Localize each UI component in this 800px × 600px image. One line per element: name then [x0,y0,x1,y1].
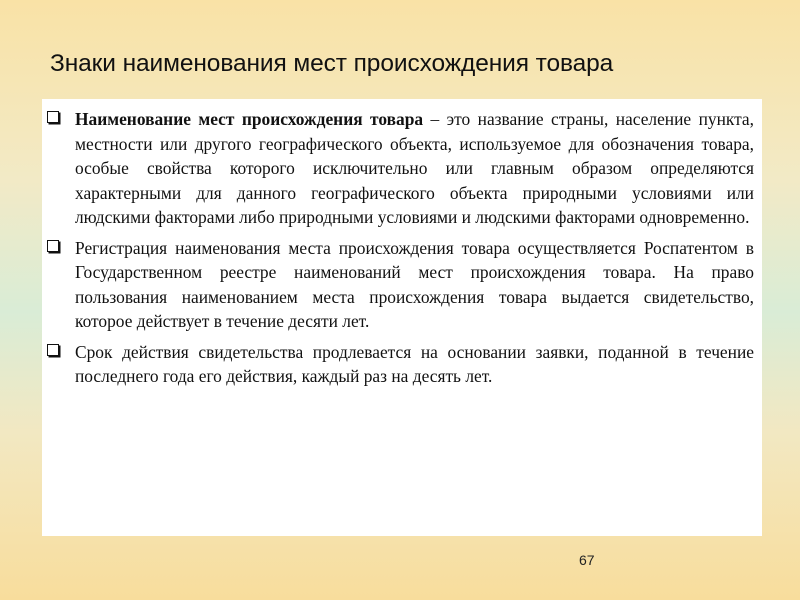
bullet-item-renewal [47,340,754,389]
bullet-text: Срок действия свидетельства продлевается на основании заявки, поданной в течение последнего года его действия, каждый раз на десять лет. [75,341,754,386]
content-box [42,99,762,536]
definition-text: – это название страны, население пункта, местности или другого географического объекта, используемое для обозначения товара, особые свойства которого исключительно или главным образом определяются характерными для данного географического объекта природными условиями или людскими факторами либо природными условиями и людскими факторами одновременно. [75,109,754,227]
square-bullet-icon [47,111,59,123]
bullet-text [75,107,754,230]
bullet-text: Регистрация наименования места происхождения товара осуществляется Роспатентом в Государственном реестре наименований мест происхождения товара. На право пользования наименованием места происхождения товара выдается свидетельство, которое действует в течение десяти лет. [75,237,754,331]
bullet-list [47,107,754,389]
bullet-item-definition [47,107,754,230]
square-bullet-icon [47,240,59,252]
square-bullet-icon [47,344,59,356]
bullet-item-registration [47,236,754,334]
definition-term: Наименование мест происхождения товара [75,109,424,129]
page-number: 67 [579,552,595,568]
slide-title: Знаки наименования мест происхождения товара [50,50,614,77]
